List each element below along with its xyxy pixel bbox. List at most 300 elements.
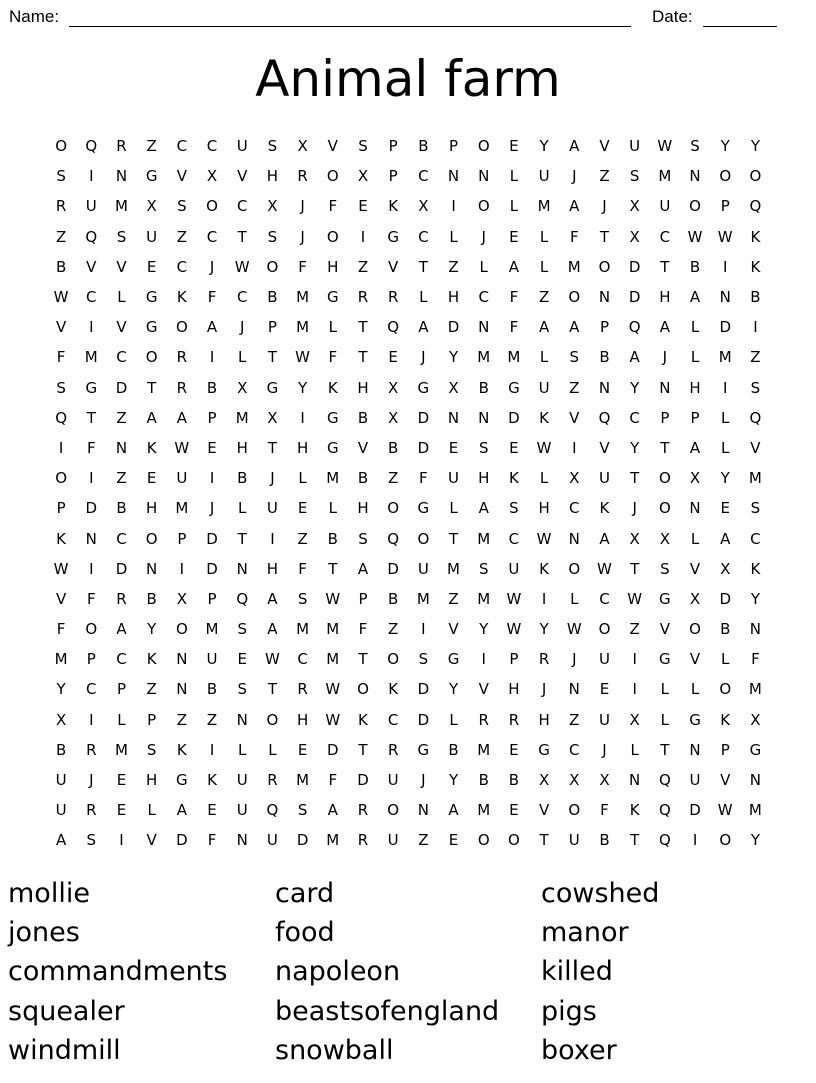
grid-letter: C (508, 529, 520, 548)
grid-letter: A (659, 318, 670, 337)
grid-letter: T (267, 680, 277, 699)
grid-letter: E (448, 831, 459, 850)
grid-letter: Q (658, 831, 671, 850)
grid-letter: U (236, 801, 248, 820)
grid-letter: L (238, 348, 247, 367)
grid-letter: H (538, 710, 550, 729)
grid-letter: Y (750, 589, 760, 608)
grid-letter: W (325, 680, 341, 699)
grid-letter: O (266, 257, 279, 276)
grid-letter: D (387, 559, 399, 578)
grid-letter: C (116, 650, 127, 669)
grid-letter: A (448, 801, 459, 820)
grid-letter: O (206, 197, 218, 216)
grid-letter: Z (629, 620, 640, 639)
grid-letter: C (116, 348, 127, 367)
grid-letter: O (387, 801, 400, 820)
grid-letter: U (85, 197, 97, 216)
grid-letter: H (296, 710, 309, 729)
grid-letter: A (267, 620, 278, 639)
grid-letter: U (629, 137, 641, 156)
word-item: snowball (275, 1034, 394, 1066)
grid-letter: R (55, 197, 67, 216)
grid-letter: T (660, 257, 670, 276)
grid-letter: I (209, 740, 215, 759)
grid-letter: R (176, 348, 188, 367)
grid-letter: J (300, 197, 305, 216)
grid-letter: S (116, 227, 127, 246)
grid-letter: E (509, 227, 519, 246)
grid-letter: M (296, 771, 310, 790)
grid-letter: O (719, 167, 732, 186)
grid-letter: E (297, 499, 308, 518)
grid-letter: G (447, 650, 460, 669)
grid-letter: K (629, 801, 640, 820)
word-item: mollie (8, 878, 90, 909)
grid-letter: U (508, 559, 520, 578)
grid-letter: S (358, 137, 368, 156)
grid-letter: D (417, 710, 430, 729)
grid-letter: A (146, 408, 157, 427)
grid-letter: N (146, 559, 158, 578)
grid-letter: V (689, 559, 701, 578)
grid-letter: M (235, 408, 249, 427)
grid-letter: F (509, 288, 519, 307)
grid-letter: N (659, 378, 671, 397)
grid-letter: G (266, 378, 279, 397)
grid-letter: E (388, 348, 398, 367)
grid-letter: D (206, 559, 218, 578)
grid-letter: J (632, 499, 637, 518)
grid-letter: O (417, 529, 430, 548)
grid-letter: N (115, 167, 128, 186)
grid-letter: D (628, 257, 641, 276)
grid-letter: M (114, 197, 128, 216)
grid-letter: E (509, 740, 519, 759)
grid-letter: Z (750, 348, 761, 367)
grid-letter: C (236, 197, 248, 216)
grid-letter: O (387, 499, 400, 518)
grid-letter: P (720, 197, 730, 216)
grid-letter: T (267, 438, 277, 457)
grid-letter: Q (55, 408, 67, 427)
word-item: windmill (8, 1034, 121, 1066)
grid-letter: Z (55, 227, 67, 246)
grid-letter: P (388, 167, 398, 186)
grid-letter: K (599, 499, 610, 518)
grid-letter: N (689, 499, 701, 518)
grid-letter: U (387, 831, 399, 850)
grid-letter: B (206, 680, 218, 699)
grid-letter: L (268, 740, 277, 759)
grid-letter: X (55, 710, 67, 729)
grid-letter: X (267, 197, 278, 216)
grid-letter: T (418, 257, 428, 276)
grid-letter: M (84, 348, 98, 367)
grid-letter: X (750, 710, 761, 729)
grid-letter: W (325, 589, 341, 608)
grid-letter: H (327, 257, 339, 276)
grid-letter: O (85, 620, 98, 639)
word-item: commandments (8, 956, 228, 988)
grid-letter: L (147, 801, 156, 820)
grid-letter: L (721, 438, 730, 457)
grid-letter: U (689, 771, 701, 790)
grid-letter: O (658, 499, 671, 518)
grid-letter: E (116, 771, 127, 790)
grid-letter: U (448, 469, 460, 488)
grid-letter: M (416, 589, 430, 608)
grid-letter: E (599, 680, 610, 699)
grid-letter: R (538, 650, 550, 669)
grid-letter: G (749, 740, 762, 759)
grid-letter: M (326, 831, 340, 850)
grid-letter: Z (176, 227, 187, 246)
grid-letter: X (206, 167, 218, 186)
grid-letter: Q (658, 801, 671, 820)
grid-letter: D (115, 559, 128, 578)
grid-letter: S (267, 137, 278, 156)
grid-letter: K (327, 378, 338, 397)
grid-letter: X (569, 771, 580, 790)
grid-letter: R (86, 740, 97, 759)
grid-letter: A (599, 529, 610, 548)
grid-letter: M (477, 529, 491, 548)
grid-letter: L (660, 710, 670, 729)
grid-letter: M (748, 469, 762, 488)
grid-letter: M (507, 348, 521, 367)
grid-letter: U (266, 499, 278, 518)
grid-letter: C (176, 257, 188, 276)
grid-letter: E (207, 801, 217, 820)
grid-letter: N (749, 771, 762, 790)
grid-letter: H (508, 680, 520, 699)
grid-letter: G (145, 318, 158, 337)
grid-letter: I (421, 620, 426, 639)
grid-letter: R (86, 801, 97, 820)
grid-letter: L (690, 529, 700, 548)
grid-letter: O (568, 559, 581, 578)
grid-letter: X (629, 710, 640, 729)
grid-letter: A (629, 348, 640, 367)
grid-letter: K (750, 257, 761, 276)
grid-letter: L (449, 499, 458, 518)
grid-letter: L (298, 469, 307, 488)
grid-letter: P (358, 589, 368, 608)
grid-letter: Y (448, 348, 459, 367)
grid-letter: F (86, 589, 96, 608)
grid-letter: M (567, 257, 581, 276)
grid-letter: S (509, 499, 519, 518)
grid-letter: H (146, 499, 158, 518)
grid-letter: W (657, 137, 673, 156)
grid-letter: N (719, 288, 731, 307)
grid-letter: L (509, 197, 519, 216)
letter-grid (46, 131, 771, 856)
grid-letter: U (538, 167, 550, 186)
grid-letter: E (237, 650, 247, 669)
grid-letter: O (387, 650, 400, 669)
grid-letter: J (481, 227, 486, 246)
grid-letter: T (147, 378, 157, 397)
grid-letter: U (598, 710, 610, 729)
grid-letter: O (326, 167, 339, 186)
grid-letter: B (750, 288, 761, 307)
grid-letter: I (692, 831, 698, 850)
grid-letter: Z (569, 710, 580, 729)
grid-letter: M (175, 499, 189, 518)
grid-letter: J (602, 197, 607, 216)
grid-letter: L (660, 680, 670, 699)
grid-letter: L (328, 318, 337, 337)
grid-letter: A (206, 318, 218, 337)
grid-letter: F (56, 620, 66, 639)
grid-letter: B (689, 257, 701, 276)
date-label: Date: (652, 7, 693, 26)
grid-letter: S (146, 740, 157, 759)
grid-letter: D (689, 801, 701, 820)
grid-letter: P (86, 650, 96, 669)
grid-letter: E (358, 197, 368, 216)
grid-letter: H (266, 167, 279, 186)
grid-letter: F (328, 197, 338, 216)
grid-letter: T (358, 348, 368, 367)
grid-letter: V (327, 137, 338, 156)
grid-letter: Z (357, 257, 369, 276)
grid-letter: F (509, 318, 519, 337)
grid-letter: O (175, 620, 188, 639)
grid-letter: Y (720, 137, 730, 156)
grid-letter: R (357, 831, 369, 850)
grid-letter: U (176, 469, 188, 488)
grid-letter: E (448, 438, 459, 457)
grid-letter: G (326, 288, 339, 307)
grid-letter: Z (146, 137, 157, 156)
grid-letter: Y (630, 438, 640, 457)
grid-letter: A (720, 529, 731, 548)
grid-letter: C (478, 288, 489, 307)
grid-letter: T (630, 469, 640, 488)
grid-letter: U (598, 469, 610, 488)
grid-letter: X (388, 378, 399, 397)
grid-letter: D (206, 529, 218, 548)
grid-letter: J (421, 348, 426, 367)
grid-letter: B (206, 378, 218, 397)
grid-letter: M (296, 620, 310, 639)
grid-letter: S (297, 589, 308, 608)
grid-letter: Z (538, 288, 550, 307)
grid-letter: F (298, 257, 307, 276)
grid-letter: T (448, 529, 459, 548)
grid-letter: D (115, 378, 128, 397)
grid-letter: O (598, 257, 611, 276)
grid-letter: W (295, 348, 311, 367)
grid-letter: X (538, 771, 550, 790)
word-item: beastsofengland (275, 995, 500, 1027)
grid-letter: I (723, 257, 728, 276)
grid-letter: V (599, 137, 610, 156)
grid-letter: W (717, 801, 733, 820)
grid-letter: F (56, 348, 66, 367)
grid-letter: I (209, 348, 215, 367)
grid-letter: J (270, 469, 275, 488)
grid-letter: T (358, 740, 368, 759)
grid-letter: P (267, 318, 277, 337)
grid-letter: E (509, 137, 519, 156)
grid-letter: U (146, 227, 158, 246)
grid-letter: T (660, 740, 670, 759)
grid-letter: O (266, 710, 279, 729)
grid-letter: K (388, 197, 399, 216)
grid-letter: K (146, 650, 157, 669)
word-item: jones (8, 917, 80, 949)
grid-letter: S (478, 559, 489, 578)
grid-letter: L (539, 227, 549, 246)
grid-letter: S (56, 167, 66, 186)
grid-letter: G (538, 740, 550, 759)
grid-letter: I (632, 650, 637, 669)
grid-letter: Z (206, 710, 218, 729)
grid-letter: J (572, 167, 577, 186)
grid-letter: T (358, 650, 368, 669)
grid-letter: B (55, 740, 67, 759)
grid-letter: C (86, 288, 97, 307)
grid-letter: K (176, 740, 187, 759)
grid-letter: X (599, 771, 610, 790)
grid-letter: B (267, 288, 278, 307)
grid-letter: T (358, 318, 368, 337)
grid-letter: C (659, 227, 671, 246)
grid-letter: S (267, 227, 278, 246)
grid-letter: X (448, 378, 459, 397)
grid-letter: Y (298, 378, 308, 397)
grid-letter: L (479, 257, 488, 276)
grid-letter: X (629, 529, 640, 548)
grid-letter: H (659, 288, 671, 307)
grid-letter: J (300, 227, 305, 246)
grid-letter: B (116, 499, 127, 518)
grid-letter: P (388, 137, 398, 156)
grid-letter: O (719, 831, 732, 850)
word-list-column-2 (275, 874, 535, 1070)
grid-letter: W (264, 650, 280, 669)
grid-letter: L (570, 589, 579, 608)
grid-letter: V (116, 257, 127, 276)
grid-letter: V (720, 771, 731, 790)
grid-letter: M (477, 801, 491, 820)
grid-letter: L (539, 257, 549, 276)
grid-letter: K (146, 438, 157, 457)
word-item: food (275, 917, 335, 949)
grid-letter: T (86, 408, 96, 427)
grid-letter: L (509, 167, 519, 186)
grid-letter: P (690, 408, 700, 427)
grid-letter: N (749, 620, 762, 639)
grid-letter: C (750, 529, 761, 548)
grid-letter: H (146, 771, 158, 790)
grid-letter: W (717, 227, 733, 246)
grid-letter: T (630, 559, 640, 578)
grid-letter: O (326, 227, 339, 246)
grid-letter: V (237, 167, 248, 186)
grid-letter: X (720, 559, 731, 578)
grid-letter: L (539, 469, 549, 488)
grid-letter: F (328, 771, 338, 790)
grid-letter: I (89, 318, 94, 337)
word-item: cowshed (541, 878, 660, 909)
grid-letter: E (146, 469, 157, 488)
grid-letter: X (297, 137, 308, 156)
grid-letter: N (568, 680, 580, 699)
grid-letter: C (387, 710, 399, 729)
grid-letter: D (508, 408, 520, 427)
name-line (69, 26, 631, 27)
grid-letter: Z (297, 529, 308, 548)
grid-letter: A (569, 137, 580, 156)
grid-letter: L (690, 348, 700, 367)
grid-letter: B (418, 137, 429, 156)
grid-letter: A (116, 620, 127, 639)
grid-letter: Q (236, 589, 249, 608)
grid-letter: Q (628, 318, 641, 337)
grid-letter: I (360, 227, 366, 246)
grid-letter: V (176, 167, 187, 186)
grid-letter: C (236, 288, 248, 307)
grid-letter: D (357, 771, 369, 790)
grid-letter: C (86, 680, 97, 699)
grid-letter: M (748, 680, 762, 699)
grid-letter: A (689, 438, 701, 457)
grid-letter: M (326, 469, 340, 488)
grid-letter: A (327, 801, 338, 820)
grid-letter: G (417, 378, 430, 397)
grid-letter: V (659, 620, 670, 639)
grid-letter: M (658, 167, 672, 186)
word-item: napoleon (275, 956, 401, 988)
grid-letter: T (539, 831, 549, 850)
grid-letter: Q (387, 529, 400, 548)
grid-letter: Z (448, 589, 459, 608)
grid-letter: Q (387, 318, 400, 337)
grid-letter: S (660, 559, 670, 578)
grid-letter: L (449, 227, 458, 246)
grid-letter: N (176, 680, 188, 699)
grid-letter: T (630, 831, 640, 850)
grid-letter: A (55, 831, 67, 850)
grid-letter: I (632, 680, 637, 699)
grid-letter: Z (388, 620, 399, 639)
grid-letter: K (508, 469, 519, 488)
grid-letter: B (448, 740, 459, 759)
grid-letter: X (388, 408, 399, 427)
grid-letter: F (358, 620, 368, 639)
grid-letter: O (175, 318, 188, 337)
grid-letter: S (237, 620, 247, 639)
grid-letter: I (300, 408, 305, 427)
grid-letter: J (662, 348, 668, 367)
grid-letter: Z (116, 469, 127, 488)
grid-letter: B (357, 408, 369, 427)
grid-letter: C (418, 167, 429, 186)
grid-letter: H (478, 469, 490, 488)
grid-letter: J (209, 257, 215, 276)
grid-letter: C (116, 529, 127, 548)
grid-letter: O (477, 137, 490, 156)
grid-letter: O (689, 197, 701, 216)
grid-letter: Z (388, 469, 399, 488)
grid-letter: K (539, 559, 550, 578)
grid-letter: S (750, 378, 761, 397)
